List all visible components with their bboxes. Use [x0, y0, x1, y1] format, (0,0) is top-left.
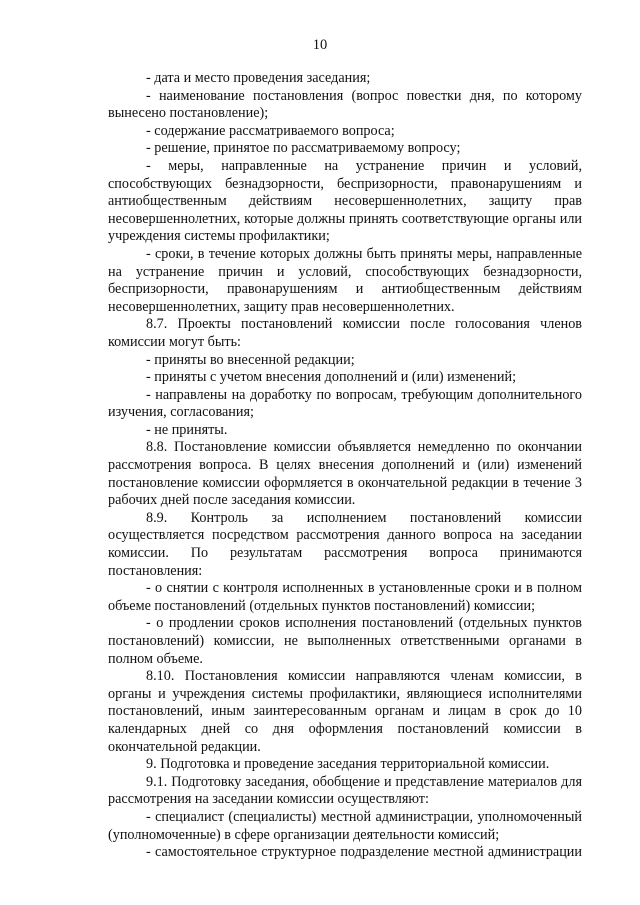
- paragraph: - сроки, в течение которых должны быть приняты меры, направленные на устранение причин и условий, способствующих безнадзорности, беспризорности, правонарушениям и антиобщественным действиям несовершеннолетних, защиту прав несовершеннолетних.: [108, 245, 582, 315]
- document-body: [108, 70, 582, 862]
- paragraph: 9.1. Подготовку заседания, обобщение и представление материалов для рассмотрения на заседании комиссии осуществляют:: [108, 773, 582, 808]
- paragraph: - содержание рассматриваемого вопроса;: [146, 122, 395, 139]
- paragraph: - направлены на доработку по вопросам, требующим дополнительного изучения, согласования;: [108, 386, 582, 421]
- paragraph: 8.7. Проекты постановлений комиссии после голосования членов комиссии могут быть:: [108, 316, 582, 350]
- paragraph: - о продлении сроков исполнения постановлений (отдельных пунктов постановлений) комиссии, не выполненных ответственными органами в полном объеме.: [108, 615, 582, 667]
- paragraph: 9. Подготовка и проведение заседания территориальной комиссии.: [146, 756, 550, 773]
- paragraph: - специалист (специалисты) местной администрации, уполномоченный (уполномоченные) в сфере организации деятельности комиссий;: [108, 808, 582, 843]
- paragraph: 8.8. Постановление комиссии объявляется немедленно по окончании рассмотрения вопроса. В целях внесения дополнений и (или) изменений постановление комиссии оформляется в окончательной редакции в течение 3 рабочих дней после заседания комиссии.: [108, 439, 582, 509]
- paragraph: - меры, направленные на устранение причин и условий, способствующих безнадзорности, беспризорности, правонарушениям и антиобщественным действиям несовершеннолетних, защиту прав несовершеннолетних, которые должны принять соответствующие органы или учреждения системы профилактики;: [108, 157, 582, 245]
- paragraph: - самостоятельное структурное подразделение местной администрации: [146, 844, 582, 861]
- paragraph: - приняты с учетом внесения дополнений и (или) изменений;: [146, 369, 517, 386]
- paragraph: - приняты во внесенной редакции;: [146, 351, 355, 368]
- paragraph: - решение, принятое по рассматриваемому вопросу;: [146, 140, 461, 157]
- paragraph: 8.9. Контроль за исполнением постановлений комиссии осуществляется посредством рассмотрения данного вопроса на заседании комиссии. По результатам рассмотрения вопроса принимаются постановления:: [108, 509, 582, 579]
- paragraph: - наименование постановления (вопрос повестки дня, по которому вынесено постановление);: [108, 87, 582, 122]
- paragraph: - не приняты.: [146, 421, 228, 438]
- paragraph: 8.10. Постановления комиссии направляются членам комиссии, в органы и учреждения системы профилактики, являющиеся исполнителями постановлений, иным заинтересованным органам и лицам в срок до 10 календарных дней со дня оформления постановлений комиссии в окончательной редакции.: [108, 668, 582, 755]
- page-number: 10: [312, 37, 328, 53]
- paragraph: - о снятии с контроля исполненных в установленные сроки и в полном объеме постановлений (отдельных пунктов постановлений) комиссии;: [108, 580, 582, 614]
- paragraph: - дата и место проведения заседания;: [146, 70, 371, 86]
